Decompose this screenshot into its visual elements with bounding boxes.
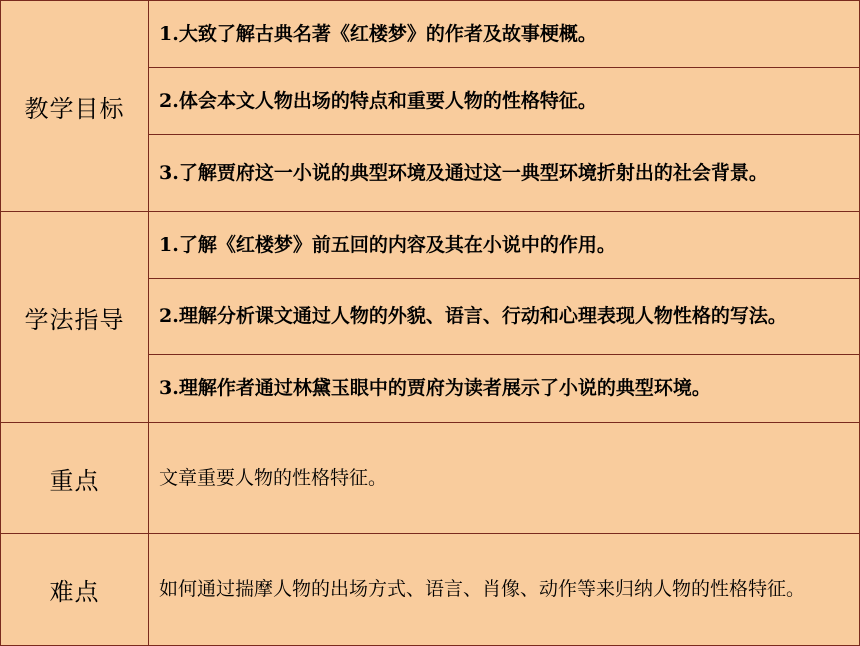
study-guide-item-3: 3.理解作者通过林黛玉眼中的贾府为读者展示了小说的典型环境。 <box>149 355 860 423</box>
difficulty-text: 如何通过揣摩人物的出场方式、语言、肖像、动作等来归纳人物的性格特征。 <box>149 534 860 646</box>
section-label-key-point: 重点 <box>1 423 149 534</box>
section-label-objectives: 教学目标 <box>1 1 149 212</box>
table-row <box>1 1 860 68</box>
key-point-text: 文章重要人物的性格特征。 <box>149 423 860 534</box>
objective-item-3: 3.了解贾府这一小说的典型环境及通过这一典型环境折射出的社会背景。 <box>149 135 860 212</box>
table-row <box>1 534 860 646</box>
objective-item-2: 2.体会本文人物出场的特点和重要人物的性格特征。 <box>149 68 860 135</box>
table-row <box>1 423 860 534</box>
study-guide-item-2: 2.理解分析课文通过人物的外貌、语言、行动和心理表现人物性格的写法。 <box>149 279 860 355</box>
objective-item-1: 1.大致了解古典名著《红楼梦》的作者及故事梗概。 <box>149 1 860 68</box>
section-label-study-guide: 学法指导 <box>1 212 149 423</box>
section-label-difficulty: 难点 <box>1 534 149 646</box>
study-guide-item-1: 1.了解《红楼梦》前五回的内容及其在小说中的作用。 <box>149 212 860 279</box>
table-row <box>1 212 860 279</box>
